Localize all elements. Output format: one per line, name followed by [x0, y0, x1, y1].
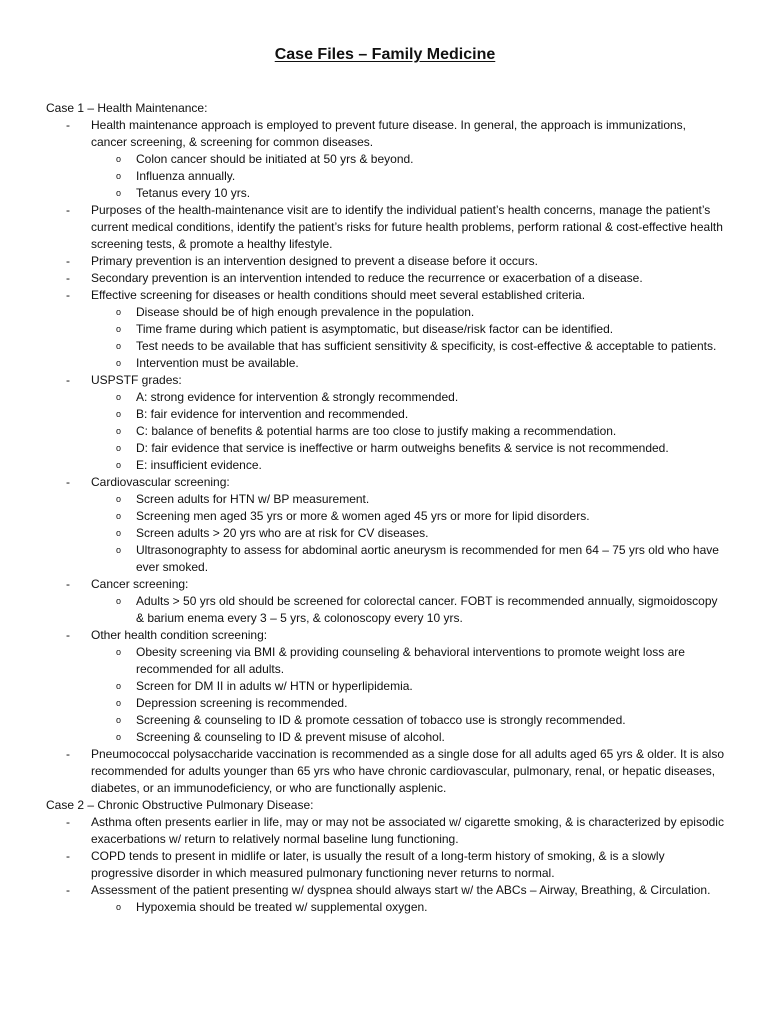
document-title: Case Files – Family Medicine [274, 46, 496, 63]
sub-list-item: o E: insufficient evidence. [91, 457, 724, 474]
sub-list-item: o Colon cancer should be initiated at 50 yrs & beyond. [91, 151, 724, 168]
bullet-list [46, 814, 724, 916]
document-body [46, 100, 724, 916]
list-item [46, 117, 724, 202]
list-item-text: Health maintenance approach is employed to prevent future disease. In general, the approach is immunizations, cancer screening, & screening for common diseases. [91, 118, 687, 149]
sub-list-item: o Ultrasonographty to assess for abdominal aortic aneurysm is recommended for men 64 – 75 yrs old who have ever smoked. [91, 542, 724, 576]
sub-list [91, 644, 724, 746]
sub-list-item: o B: fair evidence for intervention and recommended. [91, 406, 724, 423]
sub-list-item: o A: strong evidence for intervention & strongly recommended. [91, 389, 724, 406]
list-item-text: Cardiovascular screening: [91, 475, 230, 489]
sub-list-item: o Intervention must be available. [91, 355, 724, 372]
sub-list-item: o Influenza annually. [91, 168, 724, 185]
list-item [46, 746, 724, 797]
list-item-text: Assessment of the patient presenting w/ dyspnea should always start w/ the ABCs – Airway, Breathing, & Circulation. [91, 883, 711, 897]
sub-list [91, 151, 724, 202]
list-item-text: Purposes of the health-maintenance visit are to identify the individual patient’s health concerns, manage the patient’s current medical conditions, identify the patient’s risks for future health problems, perform rational & cost-effective health screening tests, & promote a healthy lifestyle. [91, 203, 723, 251]
bullet-list [46, 117, 724, 797]
list-item-text: Pneumococcal polysaccharide vaccination is recommended as a single dose for all adults aged 65 yrs & older. It is also recommended for adults younger than 65 yrs who have chronic cardiovascular, pulmonary, renal, or hepatic diseases, diabetes, or an immunodeficiency, or who are functionally asplenic. [91, 747, 725, 795]
list-item-text: Asthma often presents earlier in life, may or may not be associated w/ cigarette smoking, & is characterized by episodic exacerbations w/ return to relatively normal baseline lung functioning. [91, 815, 724, 846]
sub-list [91, 304, 724, 372]
list-item [46, 287, 724, 372]
list-item-text: COPD tends to present in midlife or later, is usually the result of a long-term history of smoking, & is a slowly progressive disorder in which measured pulmonary functioning never returns to normal. [91, 849, 665, 880]
sub-list-item: o Screen adults > 20 yrs who are at risk for CV diseases. [91, 525, 724, 542]
sub-list-item: o Tetanus every 10 yrs. [91, 185, 724, 202]
sub-list-item: o Screening men aged 35 yrs or more & women aged 45 yrs or more for lipid disorders. [91, 508, 724, 525]
sub-list-item: o Test needs to be available that has sufficient sensitivity & specificity, is cost-effective & acceptable to patients. [91, 338, 724, 355]
list-item-text: USPSTF grades: [91, 373, 182, 387]
list-item-text: Other health condition screening: [91, 628, 268, 642]
sub-list [91, 899, 724, 916]
list-item [46, 848, 724, 882]
list-item [46, 474, 724, 576]
sub-list-item: o Depression screening is recommended. [91, 695, 724, 712]
sub-list-item: o Screening & counseling to ID & promote cessation of tobacco use is strongly recommended. [91, 712, 724, 729]
case-heading: Case 1 – Health Maintenance: [46, 101, 208, 115]
list-item [46, 576, 724, 627]
list-item [46, 253, 724, 270]
sub-list-item: o Obesity screening via BMI & providing counseling & behavioral interventions to promote weight loss are recommended for all adults. [91, 644, 724, 678]
list-item [46, 627, 724, 746]
sub-list-item: o Screening & counseling to ID & prevent misuse of alcohol. [91, 729, 724, 746]
list-item [46, 814, 724, 848]
sub-list-item: o Disease should be of high enough prevalence in the population. [91, 304, 724, 321]
list-item-text: Primary prevention is an intervention designed to prevent a disease before it occurs. [91, 254, 538, 268]
list-item-text: Cancer screening: [91, 577, 189, 591]
sub-list-item: o Adults > 50 yrs old should be screened for colorectal cancer. FOBT is recommended annually, sigmoidoscopy & barium enema every 3 – 5 yrs, & colonoscopy every 10 yrs. [91, 593, 724, 627]
list-item [46, 202, 724, 253]
case-heading: Case 2 – Chronic Obstructive Pulmonary Disease: [46, 798, 314, 812]
sub-list [91, 389, 724, 474]
list-item-text: Effective screening for diseases or health conditions should meet several established criteria. [91, 288, 586, 302]
sub-list-item: o D: fair evidence that service is ineffective or harm outweighs benefits & service is not recommended. [91, 440, 724, 457]
list-item-text: Secondary prevention is an intervention intended to reduce the recurrence or exacerbation of a disease. [91, 271, 643, 285]
list-item [46, 372, 724, 474]
sub-list-item: o Screen adults for HTN w/ BP measurement. [91, 491, 724, 508]
sub-list-item: o Hypoxemia should be treated w/ supplemental oxygen. [91, 899, 724, 916]
sub-list [91, 491, 724, 576]
sub-list-item: o Screen for DM II in adults w/ HTN or hyperlipidemia. [91, 678, 724, 695]
list-item [46, 882, 724, 916]
sub-list-item: o C: balance of benefits & potential harms are too close to justify making a recommendation. [91, 423, 724, 440]
list-item [46, 270, 724, 287]
sub-list-item: o Time frame during which patient is asymptomatic, but disease/risk factor can be identified. [91, 321, 724, 338]
sub-list [91, 593, 724, 627]
